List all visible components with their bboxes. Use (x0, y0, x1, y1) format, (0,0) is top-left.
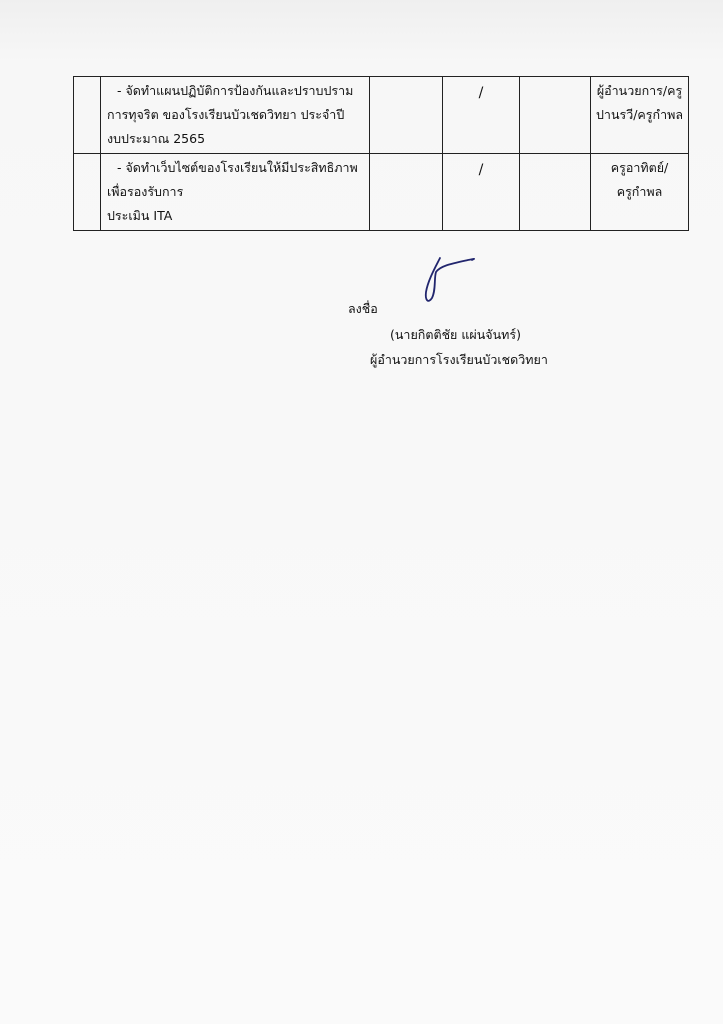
responsible-text-line: ผู้อำนวยการ/ครู (596, 83, 683, 98)
table-cell-blank (370, 154, 443, 231)
table-cell-blank (74, 154, 101, 231)
activity-text-line: ประเมิน ITA (107, 208, 173, 223)
signer-title: ผู้อำนวยการโรงเรียนบัวเชดวิทยา (370, 352, 548, 367)
check-mark: / (478, 162, 484, 178)
check-cell (443, 154, 520, 231)
responsible-text-line: ครูกำพล (616, 184, 663, 199)
activity-text-line: งบประมาณ 2565 (107, 131, 206, 146)
signature-label: ลงชื่อ (348, 301, 378, 316)
table-cell-blank (370, 77, 443, 154)
table-cell-blank (74, 77, 101, 154)
activity-text-line: การทุจริต ของโรงเรียนบัวเชดวิทยา ประจำปี (107, 107, 345, 122)
activity-table (73, 76, 689, 231)
activity-cell (101, 154, 370, 231)
activity-cell (101, 77, 370, 154)
check-mark: / (478, 85, 484, 101)
check-cell (443, 77, 520, 154)
activity-text-line: - จัดทำเว็บไซต์ของโรงเรียนให้มีประสิทธิภาพ (117, 160, 358, 175)
responsible-text-line: ครูอาทิตย์/ (610, 160, 669, 175)
activity-text-line: เพื่อรองรับการ (107, 184, 184, 199)
activity-text-line: - จัดทำแผนปฏิบัติการป้องกันและปราบปราม (117, 83, 354, 98)
responsible-cell (591, 77, 689, 154)
table-row (74, 77, 689, 154)
handwritten-signature (410, 252, 490, 310)
responsible-cell (591, 154, 689, 231)
table-cell-blank (520, 77, 591, 154)
responsible-text-line: ปานรวี/ครูกำพล (595, 107, 683, 122)
table-row (74, 154, 689, 231)
table-cell-blank (520, 154, 591, 231)
signer-name: (นายกิตติชัย แผ่นจันทร์) (390, 327, 521, 342)
